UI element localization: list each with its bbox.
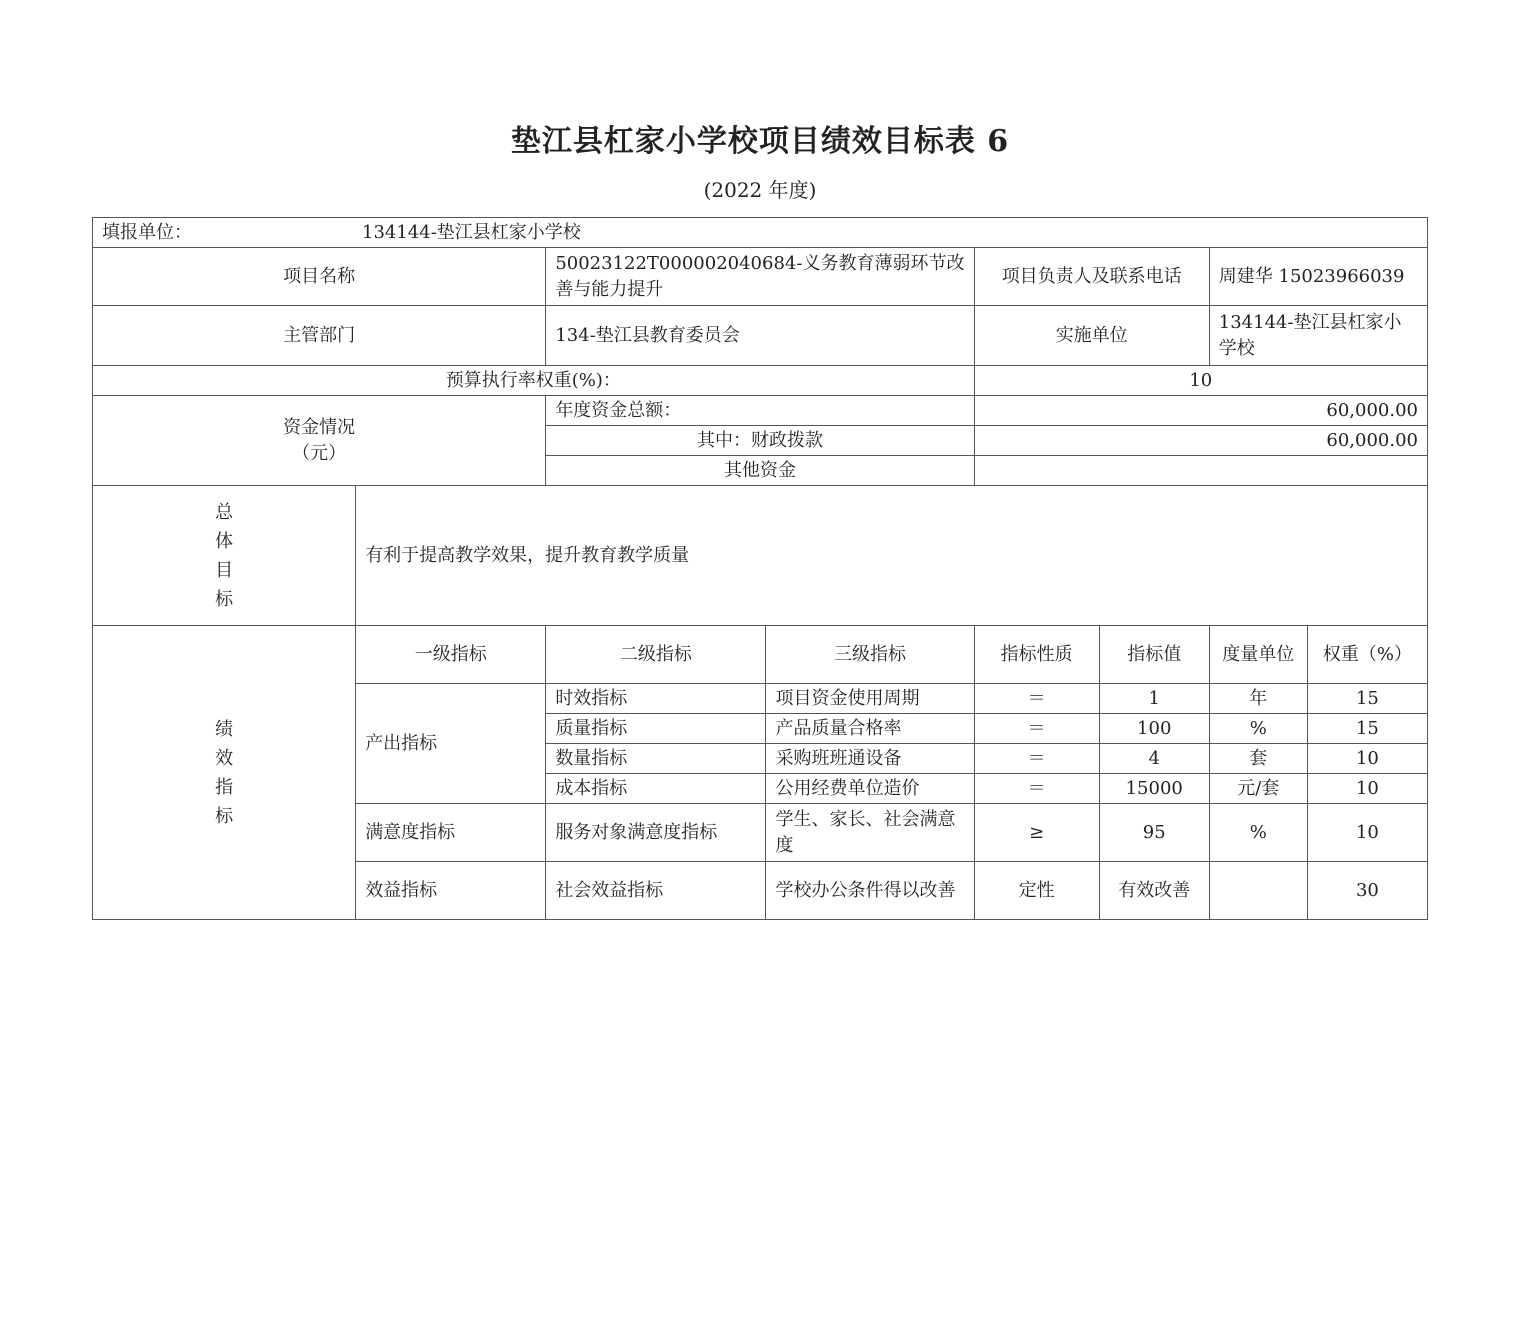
overall-goal-row — [93, 486, 1428, 626]
funds-total-row — [93, 396, 1428, 426]
goal-char: 体 — [215, 530, 234, 552]
level1-benefit: 效益指标 — [356, 862, 546, 920]
header-level2: 二级指标 — [546, 626, 766, 684]
page-subtitle: (2022 年度) — [703, 178, 817, 202]
unit-cell: 年 — [1209, 684, 1307, 714]
weight-cell: 10 — [1307, 774, 1427, 804]
header-value: 指标值 — [1099, 626, 1209, 684]
report-unit-row — [93, 218, 1428, 248]
level3-cell: 采购班班通设备 — [766, 744, 974, 774]
header-unit: 度量单位 — [1209, 626, 1307, 684]
level1-output: 产出指标 — [356, 684, 546, 804]
nature-cell: ＝ — [974, 744, 1099, 774]
funds-other-value — [974, 456, 1427, 486]
report-unit-label: 填报单位： — [102, 221, 192, 243]
overall-goal-label-text — [213, 498, 235, 614]
project-contact-value: 周建华 15023966039 — [1209, 248, 1427, 306]
value-cell: 100 — [1099, 714, 1209, 744]
project-contact-label: 项目负责人及联系电话 — [974, 248, 1209, 306]
goal-char: 总 — [215, 501, 234, 523]
department-row — [93, 306, 1428, 366]
unit-cell: 套 — [1209, 744, 1307, 774]
level3-cell: 学校办公条件得以改善 — [766, 862, 974, 920]
funds-label-line1: 资金情况 — [283, 416, 356, 438]
performance-label-text — [213, 715, 235, 831]
level2-cell: 数量指标 — [546, 744, 766, 774]
impl-unit-value: 134144-垫江县杠家小学校 — [1209, 306, 1427, 366]
report-unit-cell — [93, 218, 1428, 248]
project-name-value: 50023122T000002040684-义务教育薄弱环节改善与能力提升 — [546, 248, 974, 306]
weight-cell: 30 — [1307, 862, 1427, 920]
weight-cell: 15 — [1307, 684, 1427, 714]
dept-label: 主管部门 — [93, 306, 546, 366]
impl-unit-label: 实施单位 — [974, 306, 1209, 366]
unit-cell: 元/套 — [1209, 774, 1307, 804]
unit-cell: % — [1209, 804, 1307, 862]
funds-fiscal-value: 60,000.00 — [974, 426, 1427, 456]
funds-total-value: 60,000.00 — [974, 396, 1427, 426]
nature-cell: ≥ — [974, 804, 1099, 862]
nature-cell: ＝ — [974, 774, 1099, 804]
perf-char: 绩 — [215, 718, 234, 740]
budget-rate-value: 10 — [974, 366, 1427, 396]
funds-total-label: 年度资金总额： — [546, 396, 974, 426]
perf-char: 标 — [215, 805, 234, 827]
goal-char: 标 — [215, 588, 234, 610]
nature-cell: ＝ — [974, 714, 1099, 744]
overall-goal-label — [93, 486, 356, 626]
header-weight: 权重（%） — [1307, 626, 1427, 684]
header-nature: 指标性质 — [974, 626, 1099, 684]
value-cell: 15000 — [1099, 774, 1209, 804]
value-cell: 有效改善 — [1099, 862, 1209, 920]
funds-other-label: 其他资金 — [546, 456, 974, 486]
level2-cell: 服务对象满意度指标 — [546, 804, 766, 862]
indicator-header-row — [93, 626, 1428, 684]
funds-label — [93, 396, 546, 486]
perf-char: 指 — [215, 776, 234, 798]
project-name-label: 项目名称 — [93, 248, 546, 306]
budget-rate-label: 预算执行率权重(%)： — [93, 366, 975, 396]
performance-target-table — [92, 217, 1428, 920]
unit-cell — [1209, 862, 1307, 920]
level3-cell: 项目资金使用周期 — [766, 684, 974, 714]
level3-cell: 产品质量合格率 — [766, 714, 974, 744]
level3-cell: 学生、家长、社会满意度 — [766, 804, 974, 862]
header-level1: 一级指标 — [356, 626, 546, 684]
dept-value: 134-垫江县教育委员会 — [546, 306, 974, 366]
weight-cell: 10 — [1307, 804, 1427, 862]
level3-cell: 公用经费单位造价 — [766, 774, 974, 804]
project-name-row — [93, 248, 1428, 306]
value-cell: 4 — [1099, 744, 1209, 774]
header-level3: 三级指标 — [766, 626, 974, 684]
weight-cell: 10 — [1307, 744, 1427, 774]
page-title: 垫江县杠家小学校项目绩效目标表 6 — [510, 124, 1010, 159]
goal-char: 目 — [215, 559, 234, 581]
level2-cell: 社会效益指标 — [546, 862, 766, 920]
level2-cell: 成本指标 — [546, 774, 766, 804]
nature-cell: ＝ — [974, 684, 1099, 714]
overall-goal-text: 有利于提高教学效果，提升教育教学质量 — [356, 486, 1428, 626]
value-cell: 1 — [1099, 684, 1209, 714]
funds-fiscal-label: 其中：财政拨款 — [546, 426, 974, 456]
budget-rate-row — [93, 366, 1428, 396]
value-cell: 95 — [1099, 804, 1209, 862]
funds-label-line2: （元） — [292, 442, 347, 464]
performance-label — [93, 626, 356, 920]
unit-cell: % — [1209, 714, 1307, 744]
perf-char: 效 — [215, 747, 234, 769]
level1-satisfaction: 满意度指标 — [356, 804, 546, 862]
report-unit-value: 134144-垫江县杠家小学校 — [362, 221, 581, 243]
level2-cell: 时效指标 — [546, 684, 766, 714]
nature-cell: 定性 — [974, 862, 1099, 920]
weight-cell: 15 — [1307, 714, 1427, 744]
level2-cell: 质量指标 — [546, 714, 766, 744]
